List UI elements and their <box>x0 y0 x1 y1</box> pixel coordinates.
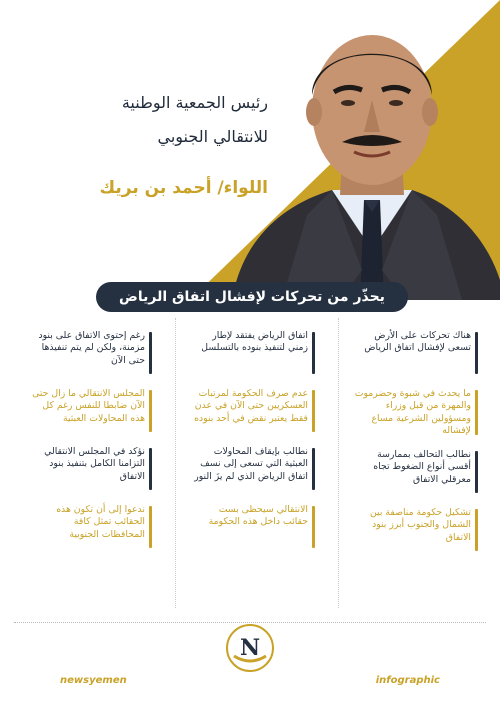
footer-category: infographic <box>375 675 440 686</box>
item-text: نطالب بإيقاف المحاولات العبثية التي تسعى إلى نسف اتفاق الرياض الذي لم يزَ النور <box>194 446 308 482</box>
points-column-left <box>22 330 152 562</box>
item-text: نطالب التحالف بممارسة أقسى أنواع الضغوط تجاه معرقلي الاتفاق <box>373 449 471 485</box>
list-item <box>348 507 478 553</box>
person-portrait <box>222 0 500 300</box>
item-marker <box>149 448 152 490</box>
item-marker <box>149 332 152 374</box>
points-column-middle <box>185 330 315 562</box>
person-name: اللواء/ أحمد بن بريك <box>99 178 268 198</box>
item-text: اتفاق الرياض يفتقد لإطار زمني لتنفيذ بنوده بالتسلسل <box>201 330 308 354</box>
list-item <box>348 330 478 376</box>
column-divider <box>338 318 339 608</box>
footer-brand: newsyemen <box>60 675 127 686</box>
item-marker <box>149 390 152 432</box>
item-marker <box>475 332 478 374</box>
item-text: رغم إحتوى الاتفاق على بنود مزمنة، ولكن لم يتم تنفيذها حتى الآن <box>38 330 145 366</box>
item-marker <box>312 332 315 374</box>
headline-banner: يحذّر من تحركات لإفشال اتفاق الرياض <box>96 282 408 312</box>
item-text: ندعوا إلى أن تكون هذه الحقائب تمثل كافة المحافظات الجنوبية <box>56 504 145 540</box>
list-item <box>22 388 152 434</box>
item-text: الانتقالي سيحظى بست حقائب داخل هذه الحكومة <box>208 504 308 528</box>
list-item <box>185 446 315 492</box>
list-item <box>22 446 152 492</box>
item-marker <box>149 506 152 548</box>
list-item <box>185 330 315 376</box>
list-item <box>185 388 315 434</box>
item-text: عدم صرف الحكومة لمرتبات العسكريين حتى الآن في عدن فقط يعتبر نقض في أحد بنوده <box>194 388 308 424</box>
list-item <box>22 330 152 376</box>
item-marker <box>475 451 478 493</box>
item-text: ما يحدث في شبوة وحضرموت والمهرة من قبل وزراء ومسؤولين الشرعية مساع لإفشاله <box>354 388 471 436</box>
points-column-right <box>348 330 478 565</box>
list-item <box>185 504 315 550</box>
item-marker <box>475 390 478 435</box>
item-text: تشكيل حكومة مناصفة بين الشمال والجنوب أبرز بنود الاتفاق <box>369 507 471 543</box>
list-item <box>348 449 478 495</box>
item-text: المجلس الانتقالي ما زال حتى الآن ضابطا للنفس رغم كل هذه المحاولات العبثية <box>32 388 145 424</box>
title-block <box>18 92 268 147</box>
item-text: نؤكد في المجلس الانتقالي التزامنا الكامل بتنفيذ بنود الاتفاق <box>44 446 145 482</box>
item-text: هناك تحركات على الأرض تسعى لإفشال اتفاق الرياض <box>364 330 471 354</box>
list-item <box>22 504 152 550</box>
newsyemen-logo-icon <box>224 622 276 674</box>
item-marker <box>312 448 315 490</box>
column-divider <box>175 318 176 608</box>
item-marker <box>312 390 315 432</box>
title-line-1: رئيس الجمعية الوطنية <box>121 93 268 112</box>
title-line-2: للانتقالي الجنوبي <box>157 126 268 146</box>
list-item <box>348 388 478 437</box>
logo-letter: N <box>239 635 261 661</box>
item-marker <box>312 506 315 548</box>
item-marker <box>475 509 478 551</box>
